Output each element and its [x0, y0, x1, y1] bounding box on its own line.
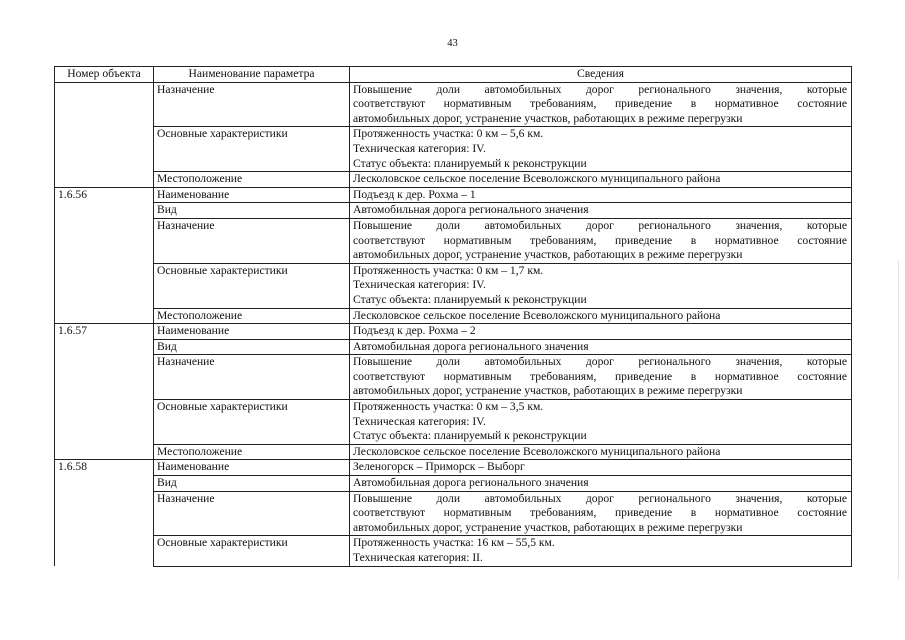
object-number-cell: [55, 82, 154, 127]
details-line: Техническая категория: II.: [353, 551, 483, 564]
table-row: [55, 460, 852, 476]
table-row: [55, 82, 852, 127]
details-cell: [350, 476, 852, 492]
table-row: [55, 324, 852, 340]
details-line: Протяженность участка: 16 км – 55,5 км.: [353, 536, 555, 550]
parameter-name-cell: Вид: [154, 339, 350, 355]
table-row: [55, 444, 852, 460]
table-row: [55, 263, 852, 308]
details-line: Лесколовское сельское поселение Всеволожского муниципального района: [353, 308, 721, 322]
parameter-name-cell: Местоположение: [154, 444, 350, 460]
table-row: [55, 476, 852, 492]
details-line: Протяженность участка: 0 км – 3,5 км.: [353, 400, 544, 414]
details-line: автомобильных дорог, устранение участков, работающих в режиме перегрузки: [353, 111, 743, 125]
object-number-cell: [55, 263, 154, 308]
details-cell: [350, 355, 852, 400]
details-line: Техническая категория: IV.: [353, 414, 486, 428]
object-parameters-table: [54, 66, 852, 567]
object-number-cell: [55, 444, 154, 460]
table-row: [55, 127, 852, 172]
details-line: автомобильных дорог, устранение участков, работающих в режиме перегрузки: [353, 248, 743, 262]
object-number-cell: [55, 476, 154, 492]
header-object-number: Номер объекта: [55, 67, 154, 83]
details-cell: [350, 218, 852, 263]
details-cell: [350, 339, 852, 355]
header-details: Сведения: [350, 67, 852, 83]
table-row: [55, 491, 852, 536]
details-cell: [350, 400, 852, 445]
object-number-cell: [55, 400, 154, 445]
parameter-name-cell: Наименование: [154, 460, 350, 476]
parameter-name-cell: Назначение: [154, 218, 350, 263]
table-row: [55, 218, 852, 263]
details-cell: [350, 536, 852, 566]
parameter-name-cell: Основные характеристики: [154, 127, 350, 172]
details-line: автомобильных дорог, устранение участков, работающих в режиме перегрузки: [353, 384, 743, 398]
table-header-row: [55, 67, 852, 83]
scan-edge-shadow: [898, 260, 899, 580]
object-number-cell: [55, 536, 154, 566]
table-row: [55, 203, 852, 219]
parameter-name-cell: Вид: [154, 203, 350, 219]
details-line: Лесколовское сельское поселение Всеволожского муниципального района: [353, 172, 721, 186]
details-line: Техническая категория: IV.: [353, 141, 486, 155]
details-line: соответствуют нормативным требованиям, приведение в нормативное состояние: [353, 233, 847, 247]
details-line: Подъезд к дер. Рохма – 1: [353, 187, 476, 201]
object-number-cell: [55, 308, 154, 324]
details-cell: [350, 187, 852, 203]
details-line: соответствуют нормативным требованиям, приведение в нормативное состояние: [353, 506, 847, 520]
details-line: Автомобильная дорога регионального значения: [353, 203, 589, 217]
table-body: [55, 82, 852, 566]
object-number-cell: [55, 127, 154, 172]
parameter-name-cell: Назначение: [154, 82, 350, 127]
details-line: соответствуют нормативным требованиям, приведение в нормативное состояние: [353, 97, 847, 111]
parameter-name-cell: Наименование: [154, 187, 350, 203]
table-row: [55, 172, 852, 188]
parameter-name-cell: Основные характеристики: [154, 536, 350, 566]
object-number-cell: [55, 339, 154, 355]
details-line: Автомобильная дорога регионального значения: [353, 476, 589, 490]
details-line: Повышение доли автомобильных дорог регионального значения, которые: [353, 82, 847, 96]
details-line: Автомобильная дорога регионального значения: [353, 339, 589, 353]
object-number-cell: 1.6.57: [55, 324, 154, 340]
details-cell: [350, 172, 852, 188]
details-line: Повышение доли автомобильных дорог регионального значения, которые: [353, 218, 847, 232]
table-row: [55, 400, 852, 445]
table-row: [55, 308, 852, 324]
parameter-name-cell: Основные характеристики: [154, 400, 350, 445]
details-cell: [350, 491, 852, 536]
details-cell: [350, 127, 852, 172]
details-line: Зеленогорск – Приморск – Выборг: [353, 460, 525, 474]
details-line: Лесколовское сельское поселение Всеволожского муниципального района: [353, 444, 721, 458]
parameter-name-cell: Местоположение: [154, 308, 350, 324]
parameter-name-cell: Основные характеристики: [154, 263, 350, 308]
details-cell: [350, 324, 852, 340]
details-line: Протяженность участка: 0 км – 1,7 км.: [353, 263, 544, 277]
details-cell: [350, 203, 852, 219]
object-number-cell: 1.6.56: [55, 187, 154, 203]
parameter-name-cell: Назначение: [154, 355, 350, 400]
details-line: Протяженность участка: 0 км – 5,6 км.: [353, 127, 544, 141]
details-line: Повышение доли автомобильных дорог регионального значения, которые: [353, 355, 847, 369]
details-line: Статус объекта: планируемый к реконструкции: [353, 156, 587, 170]
object-number-cell: [55, 203, 154, 219]
details-line: соответствуют нормативным требованиям, приведение в нормативное состояние: [353, 369, 847, 383]
details-cell: [350, 460, 852, 476]
parameter-name-cell: Местоположение: [154, 172, 350, 188]
details-line: Техническая категория: IV.: [353, 278, 486, 292]
details-line: Статус объекта: планируемый к реконструкции: [353, 429, 587, 443]
table-row: [55, 339, 852, 355]
page-number: 43: [447, 38, 458, 49]
details-line: Повышение доли автомобильных дорог регионального значения, которые: [353, 491, 847, 505]
table-row: [55, 355, 852, 400]
details-line: Статус объекта: планируемый к реконструкции: [353, 292, 587, 306]
object-number-cell: [55, 355, 154, 400]
object-number-cell: 1.6.58: [55, 460, 154, 476]
header-parameter-name: Наименование параметра: [154, 67, 350, 83]
parameter-name-cell: Вид: [154, 476, 350, 492]
parameter-name-cell: Назначение: [154, 491, 350, 536]
object-number-cell: [55, 491, 154, 536]
table-row: [55, 187, 852, 203]
details-cell: [350, 444, 852, 460]
object-number-cell: [55, 172, 154, 188]
details-line: автомобильных дорог, устранение участков, работающих в режиме перегрузки: [353, 520, 743, 534]
details-line: Подъезд к дер. Рохма – 2: [353, 324, 476, 338]
details-cell: [350, 263, 852, 308]
object-number-cell: [55, 218, 154, 263]
table-row: [55, 536, 852, 566]
details-cell: [350, 82, 852, 127]
parameter-name-cell: Наименование: [154, 324, 350, 340]
details-cell: [350, 308, 852, 324]
